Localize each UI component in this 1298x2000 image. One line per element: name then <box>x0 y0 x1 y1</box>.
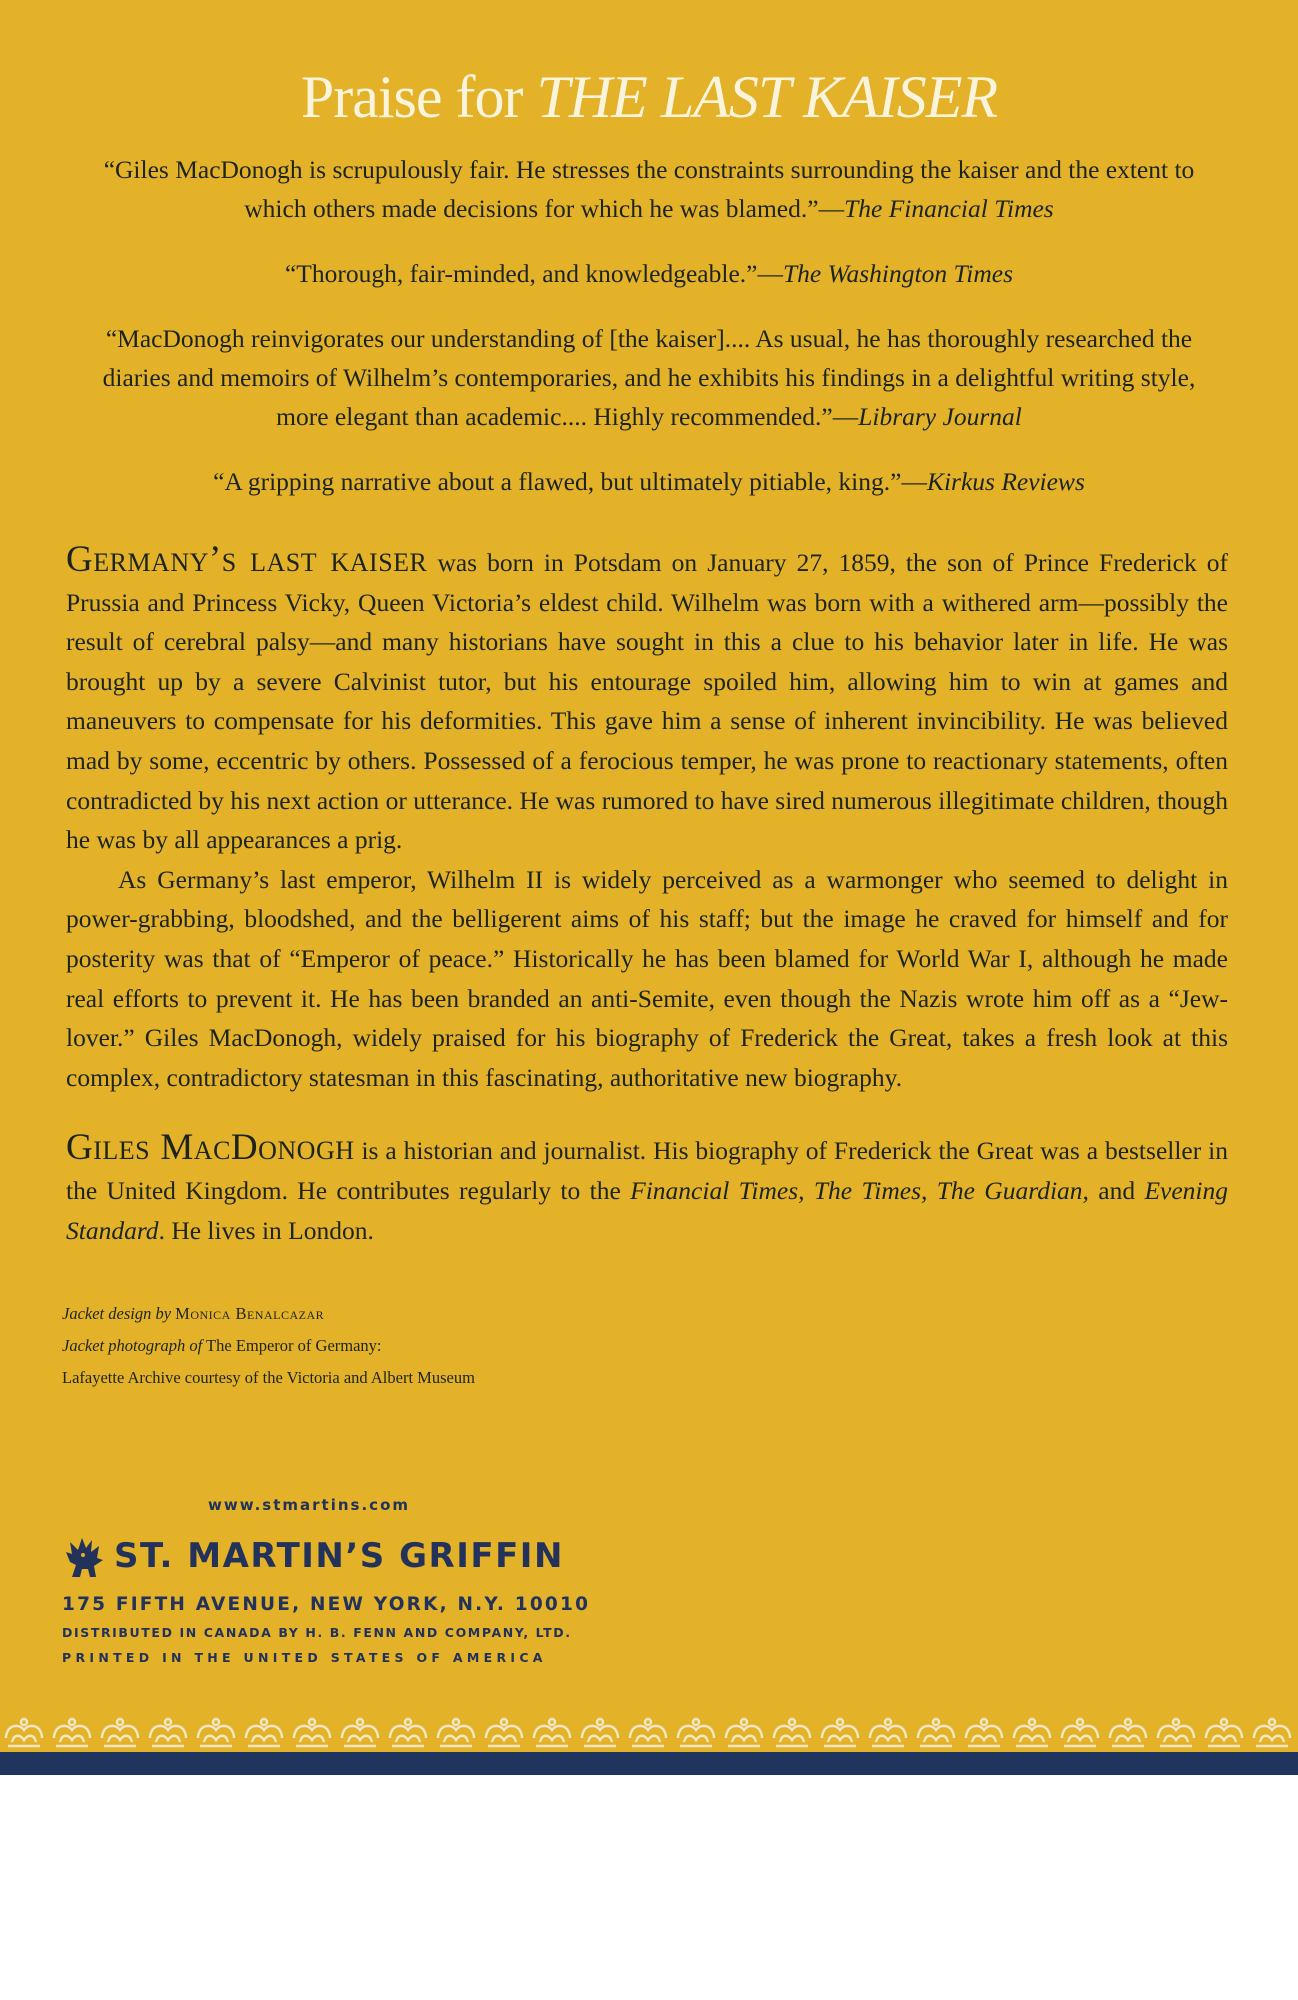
quote-source: The Financial Times <box>844 194 1054 223</box>
praise-heading <box>0 62 1298 132</box>
publisher-distribution: DISTRIBUTED IN CANADA BY H. B. FENN AND COMPANY, LTD. <box>62 1625 572 1640</box>
design-credit-role: Jacket design by <box>62 1304 172 1323</box>
quote-text: “Giles MacDonogh is scrupulously fair. He stresses the constraints surrounding the kaiser and the extent to which others made decisions for which he was blamed.” <box>103 155 1195 223</box>
description-text: was born in Potsdam on January 27, 1859, the son of Prince Frederick of Prussia and Princess Vicky, Queen Victoria’s eldest child. Wilhelm was born with a withered arm—possibly the result of cerebral palsy—and many historians have sought in this a clue to his behavior later in life. He was brought up by a severe Calvinist tutor, but his entourage spoiled him, allowing him to win at games and maneuvers to compensate for his deformities. This gave him a sense of inherent invincibility. He was believed mad by some, eccentric by others. Possessed of a ferocious temper, he was prone to reactionary statements, often contradicted by his next action or utterance. He was rumored to have sired numerous illegitimate children, though he was by all appearances a prig. <box>66 548 1228 855</box>
author-paragraph <box>66 1128 1228 1251</box>
photo-credit <box>62 1330 762 1362</box>
photo-source: Lafayette Archive courtesy of the Victoria and Albert Museum <box>62 1368 475 1387</box>
border-band <box>0 1752 1298 1775</box>
publisher-website: www.stmartins.com <box>208 1496 411 1514</box>
quote-text: “A gripping narrative about a flawed, but ultimately pitiable, king.” <box>213 467 902 496</box>
author-bio-text: is a historian and journalist. His biography of Frederick the Great was a bestseller in the United Kingdom. He contributes regularly to the <box>66 1136 1228 1205</box>
publisher-block <box>62 1532 622 1665</box>
description-paragraph <box>66 540 1228 860</box>
author-name: Giles MacDonogh <box>66 1127 355 1168</box>
author-publication-last: Evening Standard <box>66 1176 1229 1245</box>
review-quote: “MacDonogh reinvigorates our understanding of [the kaiser].... As usual, he has thoroughly researched the diaries and memoirs of Wilhelm’s contemporaries, and he exhibits his findings in a delightful writing style, more elegant than academic.... Highly recommended.”—Library Journal <box>102 324 1196 431</box>
review-quote: “Giles MacDonogh is scrupulously fair. He stresses the constraints surrounding the kaiser and the extent to which others made decisions for which he was blamed.”—The Financial Times <box>103 155 1195 223</box>
description-paragraph <box>66 860 1228 1098</box>
jacket-credits <box>62 1298 762 1394</box>
design-credit <box>62 1298 762 1330</box>
photo-subject: The Emperor of Germany: <box>206 1336 382 1355</box>
review-quote: “Thorough, fair-minded, and knowledgeable.”—The Washington Times <box>284 259 1013 288</box>
description-lead: Germany’s last kaiser <box>66 539 428 580</box>
praise-heading-prefix: Praise for <box>300 64 523 130</box>
review-quotes <box>80 150 1218 527</box>
quote-source: The Washington Times <box>782 259 1013 288</box>
author-bio <box>66 1128 1228 1251</box>
ornamental-border <box>0 1708 1298 1775</box>
designer-name: Monica Benalcazar <box>175 1304 325 1323</box>
quote-text: “Thorough, fair-minded, and knowledgeable.” <box>284 259 758 288</box>
griffin-icon <box>62 1532 106 1580</box>
printed-in-notice: PRINTED IN THE UNITED STATES OF AMERICA <box>62 1650 547 1665</box>
author-bio-end: . He lives in London. <box>158 1216 374 1245</box>
review-quote: “A gripping narrative about a flawed, but ultimately pitiable, king.”—Kirkus Reviews <box>213 467 1085 496</box>
author-bio-and: and <box>1098 1176 1136 1205</box>
publisher-logo <box>62 1532 622 1580</box>
publisher-address: 175 FIFTH AVENUE, NEW YORK, N.Y. 10010 <box>62 1594 591 1615</box>
author-publications: Financial Times, The Times, The Guardian, <box>630 1176 1089 1205</box>
book-description <box>66 540 1228 1097</box>
quote-source: Kirkus Reviews <box>926 467 1085 496</box>
description-text: As Germany’s last emperor, Wilhelm II is widely perceived as a warmonger who seemed to delight in power-grabbing, bloodshed, and the belligerent aims of his staff; but the image he craved for himself and for posterity was that of “Emperor of peace.” Historically he has been blamed for World War I, although he made real efforts to prevent it. He has been branded an anti-Semite, even though the Nazis wrote him off as a “Jew-lover.” Giles MacDonogh, widely praised for his biography of Frederick the Great, takes a fresh look at this complex, contradictory statesman in this fascinating, authoritative new biography. <box>66 864 1228 1092</box>
photo-credit-role: Jacket photograph of <box>62 1336 203 1355</box>
praise-heading-book-title: THE LAST KAISER <box>536 64 998 130</box>
quote-source: Library Journal <box>858 402 1022 431</box>
quote-text: “MacDonogh reinvigorates our understanding of [the kaiser].... As usual, he has thoroughly researched the diaries and memoirs of Wilhelm’s contemporaries, and he exhibits his findings in a delightful writing style, more elegant than academic.... Highly recommended.” <box>102 324 1196 431</box>
publisher-name: ST. MARTIN’S GRIFFIN <box>114 1536 564 1576</box>
